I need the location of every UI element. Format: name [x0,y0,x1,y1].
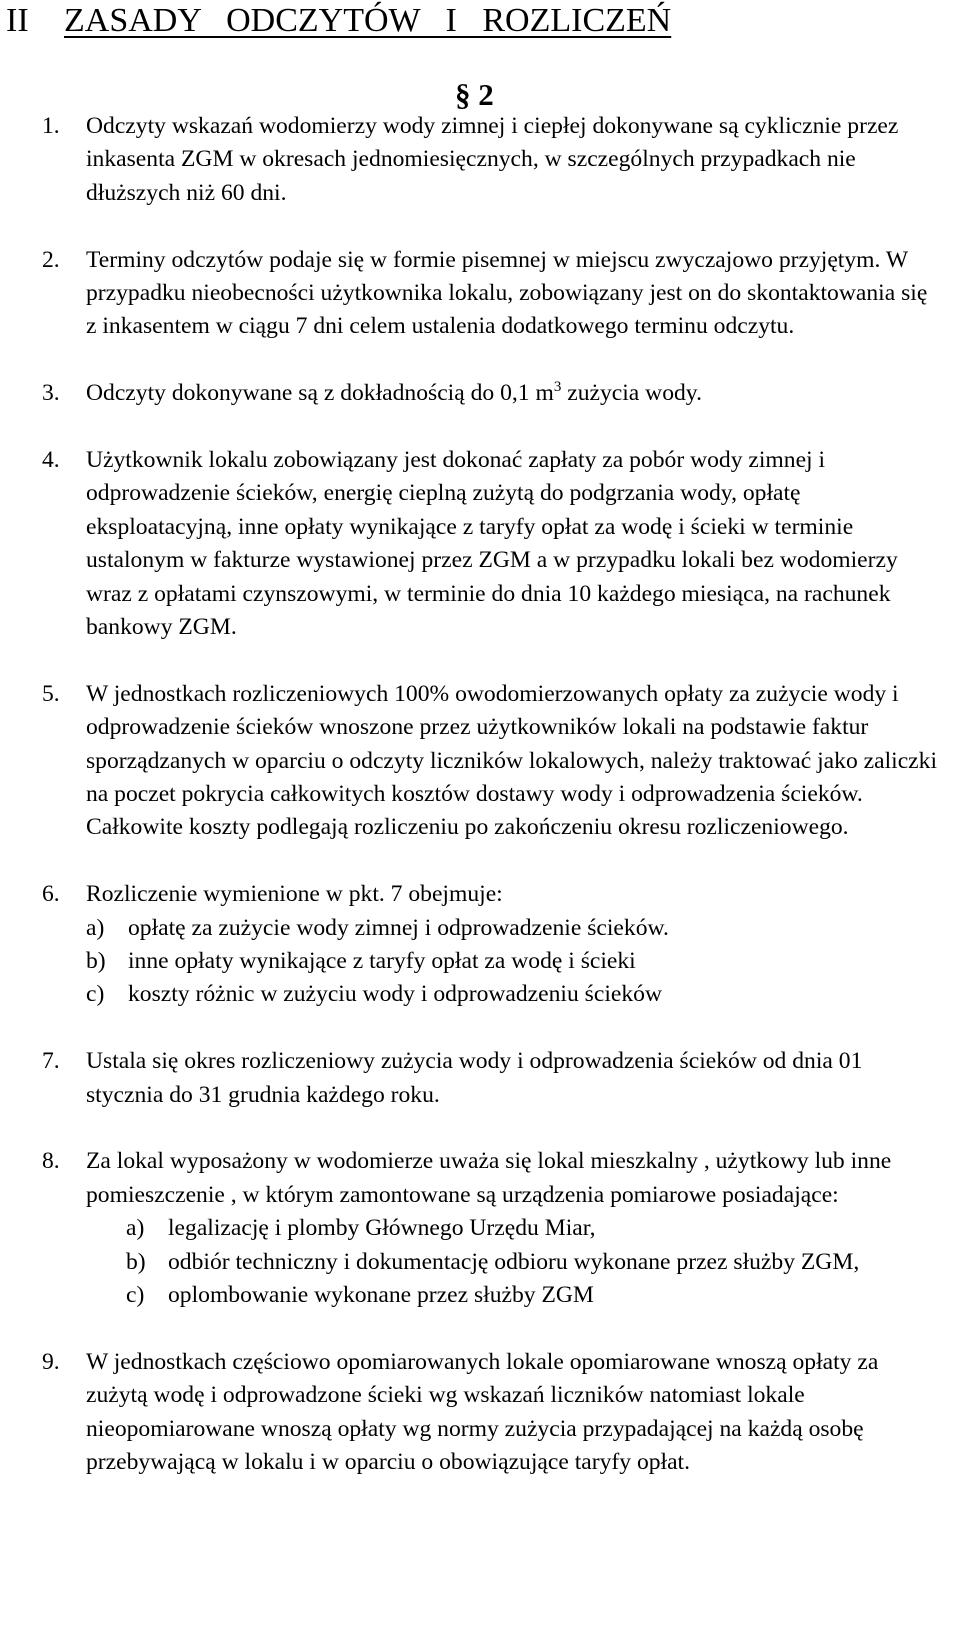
item-text: Rozliczenie wymienione w pkt. 7 obejmuje: [86,881,503,908]
item-number: 4. [42,447,60,474]
section-symbol: § [455,77,471,112]
item-text: Za lokal wyposażony w wodomierze uważa się lokal mieszkalny , użytkowy lub inne pomieszczenie , w którym zamontowane są urządzenia pomiarowe posiadające: [86,1148,892,1208]
item-number: 1. [42,113,60,139]
superscript-exponent: 3 [553,379,562,396]
list-item-8 [42,1145,942,1312]
sub-item-b [86,945,942,978]
sub-item-letter: b) [86,948,106,975]
list-item-7 [42,1045,942,1112]
sub-item-letter: c) [86,981,105,1008]
item-number: 9. [42,1348,60,1375]
list-item-3 [42,377,942,410]
sub-item-letter: c) [126,1282,145,1309]
sub-item-c [86,978,942,1011]
section-heading [455,76,494,114]
sub-item-letter: a) [126,1215,145,1242]
item-text: Odczyty wskazań wodomierzy wody zimnej i ciepłej dokonywane są cyklicznie przez inkasenta ZGM w okresach jednomiesięcznych, w szczególnych przypadkach nie dłuższych niż 60 dni. [86,113,899,206]
item-text: W jednostkach częściowo opomiarowanych lokale opomiarowane wnoszą opłaty za zużytą wodę i odprowadzone ścieki wg wskazań liczników natomiast lokale nieopomiarowane wnoszą opłaty wg normy zużycia przypadającej na każdą osobę przebywającą w lokalu i w oparciu o obowiązujące taryfy opłat. [86,1348,879,1476]
item-text: Terminy odczytów podaje się w formie pisemnej w miejscu zwyczajowo przyjętym. W przypadku nieobecności użytkownika lokalu, zobowiązany jest on do skontaktowania się z inkasentem w ciągu 7 dni celem ustalenia dodatkowego terminu odczytu. [86,246,928,340]
item-number: 2. [42,246,60,273]
sub-item-letter: a) [86,914,105,941]
sub-item-text: opłatę za zużycie wody zimnej i odprowadzenie ścieków. [128,914,669,941]
sub-item-text: koszty różnic w zużyciu wody i odprowadzeniu ścieków [128,981,662,1008]
sub-item-text: oplombowanie wykonane przez służby ZGM [168,1282,594,1309]
chapter-heading [6,0,671,42]
item-text [86,377,942,410]
item-text-after: zużycia wody. [561,380,702,407]
sub-item-text: legalizację i plomby Głównego Urzędu Miar, [168,1215,596,1242]
item-text: W jednostkach rozliczeniowych 100% owodomierzowanych opłaty za zużycie wody i odprowadzenie ścieków wnoszone przez użytkowników lokali na podstawie faktur sporządzanych w oparciu o odczyty liczników lokalowych, należy traktować jako zaliczki na poczet pokrycia całkowitych kosztów dostawy wody i odprowadzenia ścieków. Całkowite koszty podlegają rozliczeniu po zakończeniu okresu rozliczeniowego. [86,680,937,841]
sub-item-a [126,1212,942,1245]
list-item-4 [42,444,942,644]
item-text-before: Odczyty dokonywane są z dokładnością do 0,1 m [86,380,554,407]
sub-item-a [86,912,942,945]
sub-item-letter: b) [126,1248,146,1275]
item-text: Ustala się okres rozliczeniowy zużycia wody i odprowadzenia ścieków od dnia 01 stycznia do 31 grudnia każdego roku. [86,1048,863,1108]
list-item-6 [42,878,942,1012]
item-number: 5. [42,680,60,707]
item-number: 6. [42,881,60,908]
sub-item-c [126,1279,942,1312]
item-number: 3. [42,380,60,407]
sub-item-list [86,1212,942,1312]
list-item-1 [42,110,942,210]
item-text: Użytkownik lokalu zobowiązany jest dokonać zapłaty za pobór wody zimnej i odprowadzenie ścieków, energię cieplną zużytą do podgrzania wody, opłatę eksploatacyjną, inne opłaty wynikające z taryfy opłat za wodę i ścieki w terminie ustalonym w fakturze wystawionej przez ZGM a w przypadku lokali bez wodomierzy wraz z opłatami czynszowymi, w terminie do dnia 10 każdego miesiąca, na rachunek bankowy ZGM. [86,447,898,641]
list-item-9 [42,1346,942,1480]
sub-item-b [126,1246,942,1279]
chapter-title: ZASADY ODCZYTÓW I ROZLICZEŃ [64,2,672,39]
list-item-2 [42,244,942,344]
item-number: 7. [42,1048,60,1075]
chapter-number: II [6,2,29,39]
paragraph-list [42,110,942,1513]
section-number: 2 [478,77,494,112]
sub-item-text: inne opłaty wynikające z taryfy opłat za wodę i ścieki [128,948,636,975]
sub-item-text: odbiór techniczny i dokumentację odbioru wykonane przez służby ZGM, [168,1248,860,1275]
item-number: 8. [42,1148,60,1175]
list-item-5 [42,678,942,845]
